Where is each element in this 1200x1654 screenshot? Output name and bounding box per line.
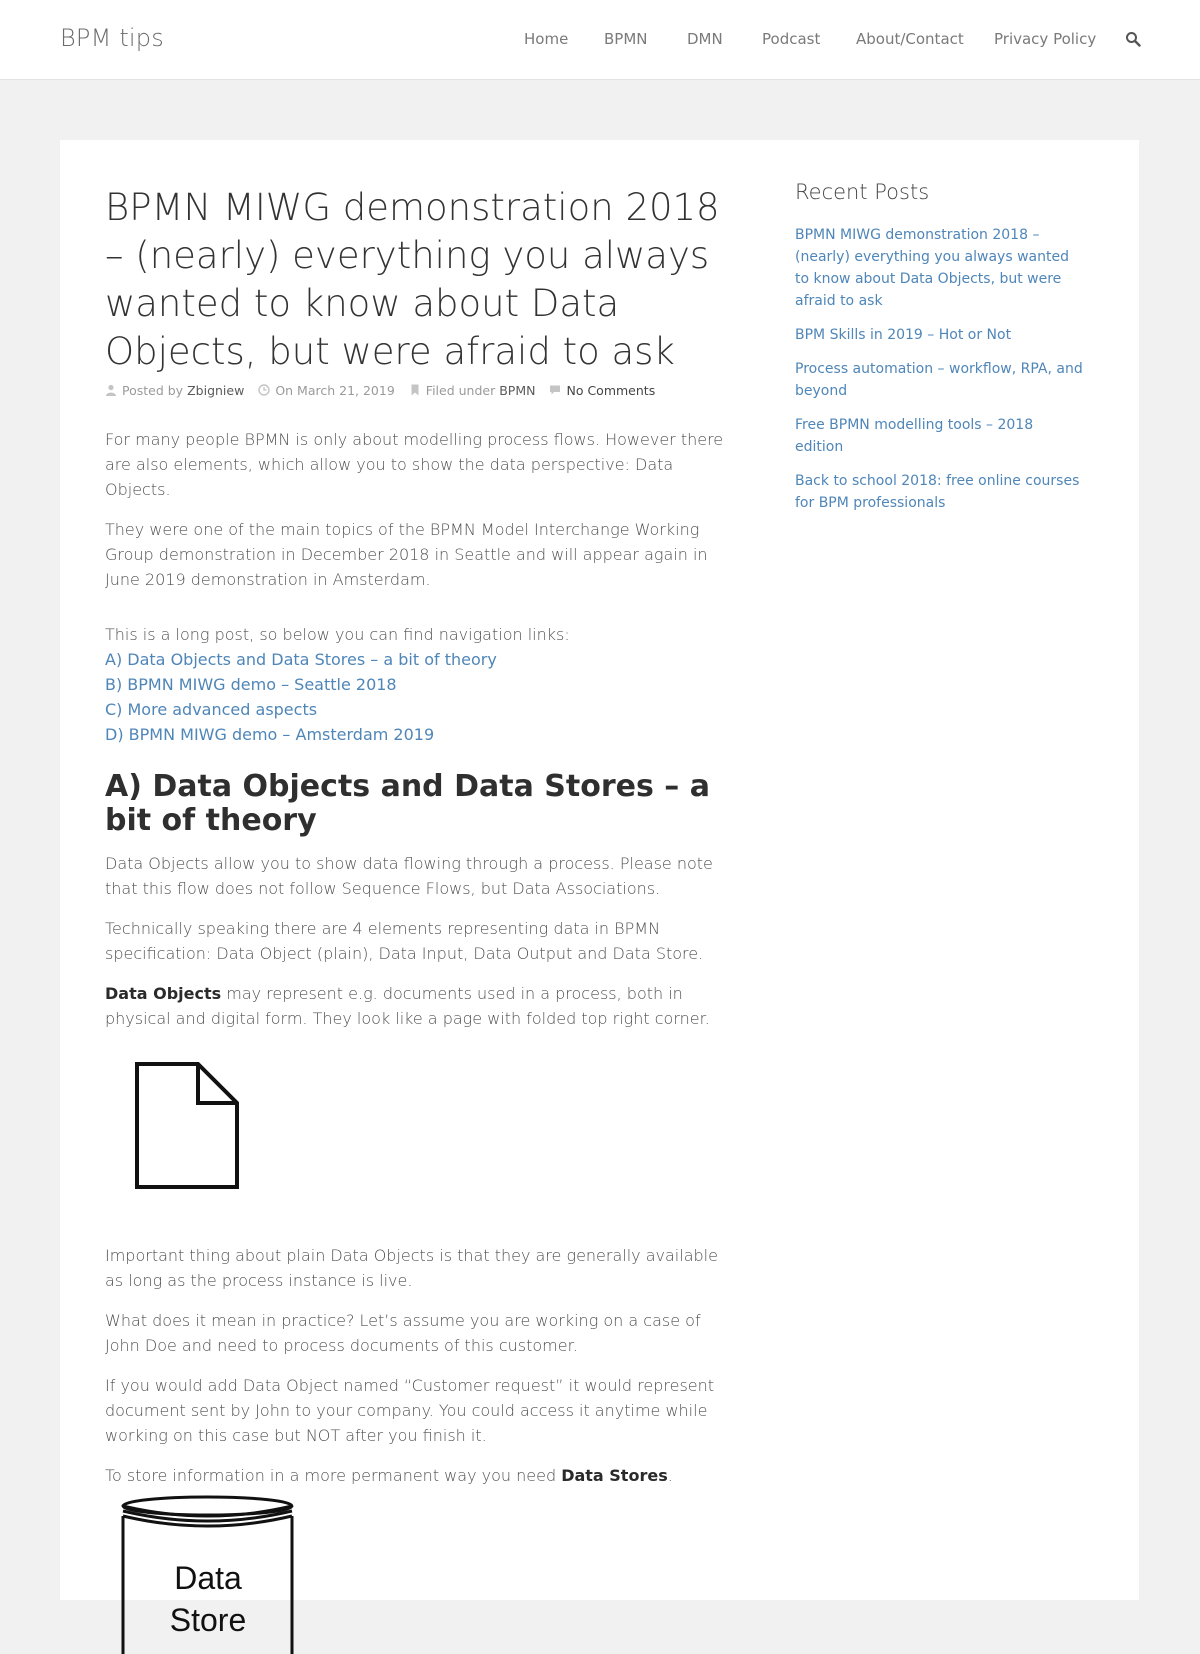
post-title: BPMN MIWG demonstration 2018 – (nearly) everything you always wanted to know about Data Objects, but were afraid to ask [105, 186, 720, 373]
post-navigation-links [105, 647, 735, 747]
data-objects-bold: Data Objects [105, 984, 222, 1003]
nav-intro: This is a long post, so below you can find navigation links: [105, 625, 570, 644]
nav-link-section-d[interactable]: D) BPMN MIWG demo – Amsterdam 2019 [105, 725, 435, 744]
category-link[interactable]: BPMN [499, 382, 536, 398]
bookmark-icon [409, 384, 421, 396]
data-objects-desc-text: may represent e.g. documents used in a process, both in physical and digital form. They look like a page with folded top right corner. [105, 984, 710, 1028]
paragraph-customer-request: If you would add Data Object named “Customer request” it would represent document sent by John to your company. You could access it anytime while working on this case but NOT after you finish it. [105, 1376, 715, 1445]
data-stores-text-end: . [667, 1466, 673, 1485]
nav-item-privacy-policy[interactable]: Privacy Policy [994, 30, 1097, 48]
nav-item-about-contact[interactable]: About/Contact [856, 30, 964, 48]
recent-post-link[interactable]: BPMN MIWG demonstration 2018 – (nearly) everything you always wanted to know about Data Objects, but were afraid to ask [795, 227, 1069, 309]
author-link[interactable]: Zbigniew [187, 382, 245, 398]
paragraph-practice: What does it mean in practice? Let’s assume you are working on a case of John Doe and need to process documents of this customer. [105, 1311, 701, 1355]
main-nav [0, 30, 1200, 54]
comments-link[interactable]: No Comments [566, 382, 656, 398]
nav-item-podcast[interactable]: Podcast [762, 30, 821, 48]
recent-post-link[interactable]: Back to school 2018: free online courses for BPM professionals [795, 473, 1080, 511]
paragraph-availability: Important thing about plain Data Objects is that they are generally available as long as the process instance is live. [105, 1246, 718, 1290]
posted-by-label: Posted by [122, 382, 184, 398]
recent-post-link[interactable]: Free BPMN modelling tools – 2018 edition [795, 417, 1034, 455]
sidebar [795, 180, 1085, 526]
post-article [105, 184, 735, 1654]
nav-link-section-a[interactable]: A) Data Objects and Data Stores – a bit of theory [105, 650, 497, 669]
data-store-icon [120, 1494, 300, 1654]
paragraph-data-objects-desc [105, 981, 735, 1031]
post-date: On March 21, 2019 [275, 382, 395, 398]
paragraph-data-objects-flow: Data Objects allow you to show data flowing through a process. Please note that this flow does not follow Sequence Flows, but Data Associations. [105, 854, 713, 898]
list-item [795, 358, 1085, 402]
intro-paragraph-1: For many people BPMN is only about modelling process flows. However there are also elements, which allow you to show the data perspective: Data Objects. [105, 430, 724, 499]
data-store-label-2: Store [169, 1602, 247, 1638]
intro-paragraph-2: They were one of the main topics of the BPMN Model Interchange Working Group demonstration in December 2018 in Seattle and will appear again in June 2019 demonstration in Amsterdam. [105, 520, 708, 589]
list-item [795, 224, 1085, 312]
section-a-heading: A) Data Objects and Data Stores – a bit of theory [105, 769, 710, 838]
nav-item-home[interactable]: Home [524, 30, 569, 48]
post-meta [105, 380, 735, 400]
comment-icon [549, 384, 561, 396]
nav-item-dmn[interactable]: DMN [687, 30, 723, 48]
data-stores-text-start: To store information in a more permanent way you need [105, 1466, 562, 1485]
recent-posts-title: Recent Posts [795, 180, 930, 204]
content-card [60, 140, 1139, 1638]
recent-post-link[interactable]: Process automation – workflow, RPA, and beyond [795, 361, 1083, 399]
list-item [795, 470, 1085, 514]
data-stores-bold: Data Stores [561, 1466, 668, 1485]
recent-posts-list [795, 224, 1085, 514]
nav-link-section-c[interactable]: C) More advanced aspects [105, 700, 318, 719]
data-store-label-1: Data [174, 1560, 242, 1596]
paragraph-data-stores [105, 1463, 735, 1488]
nav-item-bpmn[interactable]: BPMN [604, 30, 648, 48]
paragraph-four-elements: Technically speaking there are 4 elements representing data in BPMN specification: Data Object (plain), Data Input, Data Output and Data Store. [105, 919, 704, 963]
nav-link-section-b[interactable]: B) BPMN MIWG demo – Seattle 2018 [105, 675, 397, 694]
clock-icon [258, 384, 270, 396]
user-icon [105, 384, 117, 396]
site-header [0, 0, 1200, 80]
list-item [795, 324, 1085, 346]
data-object-figure [105, 1031, 735, 1231]
search-icon[interactable] [1125, 31, 1141, 47]
data-object-icon [132, 1059, 252, 1199]
list-item [795, 414, 1085, 458]
site-title[interactable]: BPM tips [60, 24, 164, 52]
filed-under-label: Filed under [425, 382, 496, 398]
recent-post-link[interactable]: BPM Skills in 2019 – Hot or Not [795, 327, 1012, 343]
